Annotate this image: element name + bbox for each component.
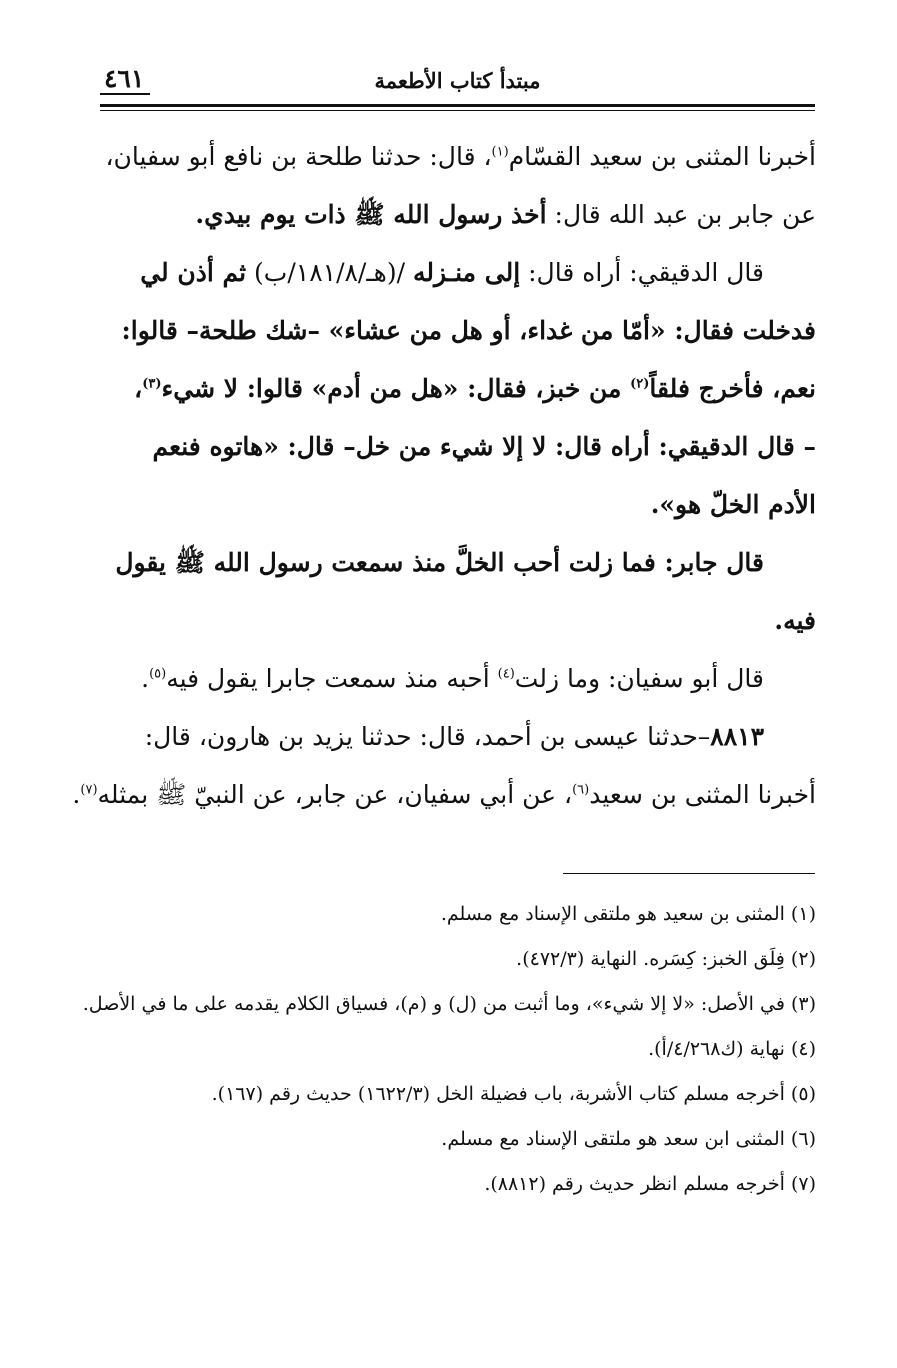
page-header <box>100 62 815 102</box>
footnote-ref: (٦) <box>572 782 590 798</box>
text-segment: ، قال: حدثنا طلحة بن نافع أبو سفيان، <box>105 142 492 171</box>
main-text <box>72 128 816 824</box>
text-segment: –حدثنا عيسى بن أحمد، قال: حدثنا يزيد بن هارون، قال: <box>144 722 711 751</box>
text-line-3 <box>98 244 816 302</box>
header-rule-thick <box>100 104 815 107</box>
hadith-number: ٨٨١٣ <box>710 722 764 751</box>
footnote-4: (٤) نهاية (ك٤/٢٦٨/أ). <box>648 1038 816 1060</box>
page-number: ٤٦١ <box>100 64 150 95</box>
footnote-ref: (٤) <box>497 666 515 682</box>
text-segment: أخبرنا المثنى بن سعيد <box>589 780 816 809</box>
text-segment: ، عن أبي سفيان، عن جابر، عن النبيّ ﷺ بمثله <box>97 780 573 809</box>
hadith-text: من خبز، فقال: «هل من أدم» قالوا: لا شيء <box>161 374 631 403</box>
footnote-ref: (٧) <box>80 782 98 798</box>
text-line-7: الأدم الخلّ هو». <box>650 490 816 519</box>
footnote-1: (١) المثنى بن سعيد هو ملتقى الإسناد مع مسلم. <box>440 903 816 925</box>
text-segment: . <box>72 780 81 809</box>
running-title: مبتدأ كتاب الأطعمة <box>374 68 541 93</box>
text-segment: أحبه منذ سمعت جابرا يقول فيه <box>166 664 498 693</box>
text-line-12 <box>72 766 816 824</box>
hadith-text: إلى منـزله <box>412 258 521 287</box>
text-line-6: – قال الدقيقي: أراه قال: لا إلا شيء من خل– قال: «هاتوه فنعم <box>152 432 816 461</box>
footnote-ref: (٣) <box>142 376 162 392</box>
footnote-ref: (٥) <box>149 666 167 682</box>
text-line-9: فيه. <box>774 606 816 635</box>
footnote-3: (٣) في الأصل: «لا إلا شيء»، وما أثبت من (ل) و (م)، فسياق الكلام يقدمه على ما في الأصل. <box>82 993 816 1015</box>
manuscript-marker: /(هـ/١٨١/٨/ب) <box>246 258 413 287</box>
text-segment: ، <box>134 374 143 403</box>
hadith-text: أخذ رسول الله ﷺ ذات يوم بيدي. <box>195 200 547 229</box>
text-segment: أخبرنا المثنى بن سعيد القسّام <box>508 142 816 171</box>
footnote-2: (٢) فِلَق الخبز: كِسَره. النهاية (٤٧٢/٣). <box>516 948 816 970</box>
text-line-4: فدخلت فقال: «أمّا من غداء، أو هل من عشاء» –شك طلحة– قالوا: <box>121 316 816 345</box>
header-rule-thin <box>100 110 815 111</box>
footnote-5: (٥) أخرجه مسلم كتاب الأشربة، باب فضيلة الخل (١٦٢٢/٣) حديث رقم (١٦٧). <box>211 1083 816 1105</box>
text-segment: عن جابر بن عبد الله قال: <box>546 200 816 229</box>
footnote-ref: (٢) <box>630 376 650 392</box>
text-line-1 <box>98 128 816 186</box>
text-segment: . <box>141 664 150 693</box>
text-line-11 <box>98 708 816 766</box>
text-line-8: قال جابر: فما زلت أحب الخلَّ منذ سمعت رسول الله ﷺ يقول <box>115 548 764 577</box>
footnotes <box>82 892 816 1207</box>
footnote-7: (٧) أخرجه مسلم انظر حديث رقم (٨٨١٢). <box>484 1173 816 1195</box>
text-segment: قال أبو سفيان: وما زلت <box>514 664 764 693</box>
footnote-6: (٦) المثنى ابن سعد هو ملتقى الإسناد مع مسلم. <box>441 1128 816 1150</box>
footnote-ref: (١) <box>491 144 509 160</box>
footnote-separator <box>563 873 815 874</box>
hadith-text: ثم أذن لي <box>140 258 247 287</box>
text-line-5 <box>98 360 816 418</box>
text-line-10 <box>98 650 816 708</box>
hadith-text: نعم، فأخرج فلقاً <box>649 374 816 403</box>
text-line-2 <box>98 186 816 244</box>
text-segment: قال الدقيقي: أراه قال: <box>520 258 764 287</box>
